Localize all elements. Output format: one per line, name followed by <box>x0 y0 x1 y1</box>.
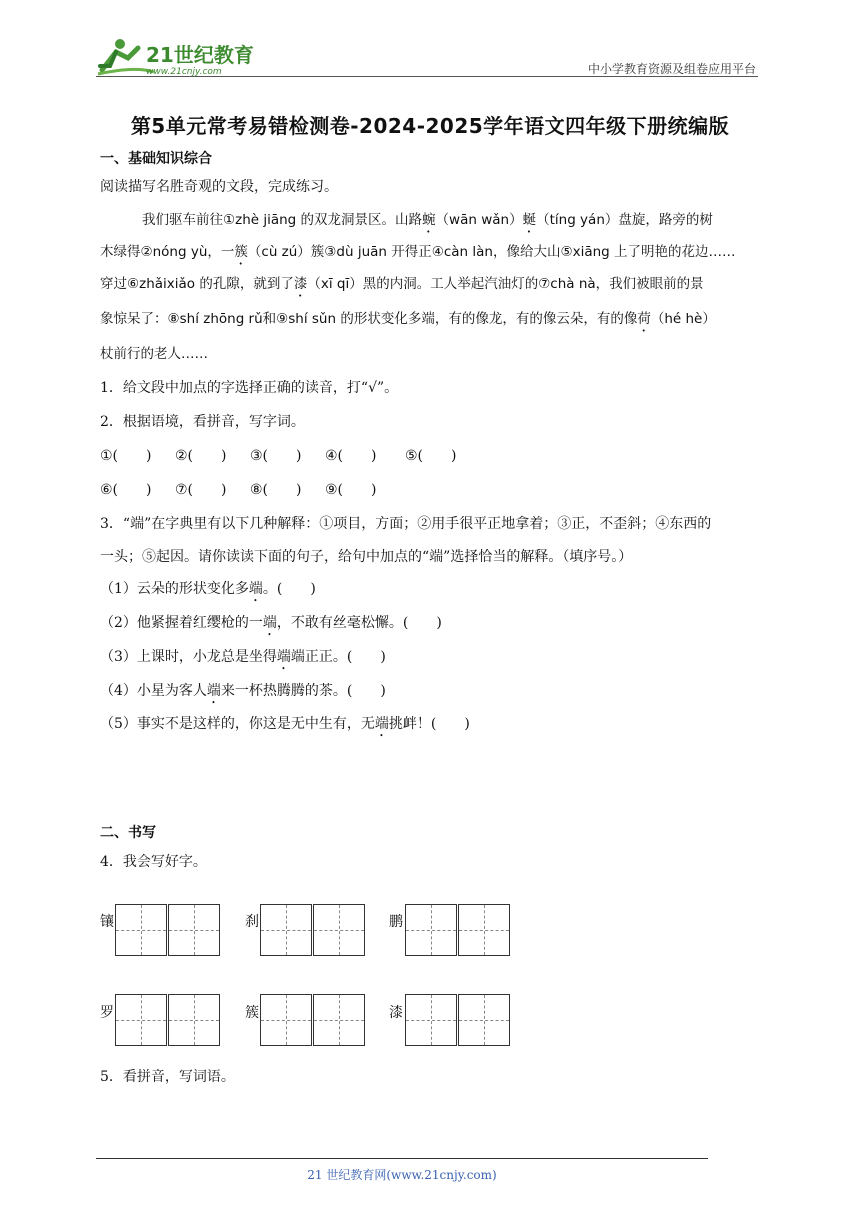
passage-line-5: 杖前行的老人…… <box>100 346 208 362</box>
footer-text: 21 世纪教育网(www.21cnjy.com) <box>307 1168 497 1182</box>
dotted-char: 簇 <box>234 244 248 260</box>
section1-heading: 一、基础知识综合 <box>100 151 212 167</box>
writing-box[interactable] <box>405 904 457 956</box>
sentence-text: （2）他紧握着红缨枪的一 <box>100 615 263 631</box>
grid-char: 刹 <box>245 914 259 930</box>
dotted-char: 荷 <box>637 311 651 327</box>
site-logo <box>94 36 264 78</box>
writing-box[interactable] <box>168 994 220 1046</box>
sentence-text: 。( ) <box>262 581 316 597</box>
blank[interactable]: ⑤( ) <box>405 448 457 464</box>
writing-box[interactable] <box>313 904 365 956</box>
dotted-char: 端 <box>206 683 221 699</box>
writing-box[interactable] <box>115 994 167 1046</box>
passage-text: 我们驱车前往①zhè jiāng 的双龙洞景区。山路 <box>142 212 423 228</box>
grid-char: 罗 <box>100 1005 114 1021</box>
sentence-text: （5）事实不是这样的，你这是无中生有，无 <box>100 716 375 732</box>
writing-box[interactable] <box>260 904 312 956</box>
writing-box[interactable] <box>168 904 220 956</box>
footer-divider <box>96 1158 708 1159</box>
writing-box[interactable] <box>115 904 167 956</box>
sentence-5 <box>100 713 470 740</box>
blank[interactable]: ②( ) <box>175 448 227 464</box>
blank-row-1 <box>100 445 480 465</box>
logo-url: www.21cnjy.com <box>146 67 222 77</box>
passage-text: 穿过⑥zhǎixiǎo 的孔隙，就到了 <box>100 276 294 292</box>
sentence-text: 挑衅！( ) <box>388 716 470 732</box>
passage-line-3 <box>100 272 765 300</box>
sentence-text: （1）云朵的形状变化多 <box>100 581 249 597</box>
question-4: 4．我会写好字。 <box>100 854 207 870</box>
grid-char: 镶 <box>100 914 114 930</box>
passage-text: 木绿得②nóng yù，一 <box>100 244 235 260</box>
dotted-char: 端 <box>374 716 389 732</box>
passage-text: （wān wǎn） <box>435 212 523 228</box>
sentence-2 <box>100 612 442 639</box>
writing-box[interactable] <box>458 904 510 956</box>
writing-box[interactable] <box>458 994 510 1046</box>
sentence-text: ，不敢有丝毫松懈。( ) <box>276 615 442 631</box>
passage-text: （tíng yán）盘旋，路旁的树 <box>536 212 713 228</box>
writing-box[interactable] <box>405 994 457 1046</box>
blank[interactable]: ④( ) <box>325 448 377 464</box>
dotted-char: 漆 <box>293 276 308 292</box>
section1-intro: 阅读描写名胜奇观的文段，完成练习。 <box>100 179 338 195</box>
blank[interactable]: ③( ) <box>250 448 302 464</box>
blank-row-2 <box>100 479 405 499</box>
grid-char: 鹏 <box>389 914 403 930</box>
grid-char: 簇 <box>245 1005 259 1021</box>
writing-box[interactable] <box>313 994 365 1046</box>
section2-heading: 二、书写 <box>100 825 156 841</box>
writing-box[interactable] <box>260 994 312 1046</box>
passage-text: （cù zú）簇③dù juān 开得正④càn làn，像给大山⑤xiāng 上了明艳的花边…… <box>247 244 736 260</box>
question-5: 5．看拼音，写词语。 <box>100 1069 235 1085</box>
sentence-text: 端正正。( ) <box>290 649 386 665</box>
dotted-char: 端 <box>276 649 291 665</box>
blank[interactable]: ⑨( ) <box>325 482 377 498</box>
sentence-4 <box>100 680 386 707</box>
passage-line-2 <box>100 240 765 268</box>
question-1: 1．给文段中加点的字选择正确的读音，打“√”。 <box>100 380 399 396</box>
question-2: 2．根据语境，看拼音，写字词。 <box>100 414 305 430</box>
logo-text: 21世纪教育 <box>146 43 254 67</box>
blank[interactable]: ⑥( ) <box>100 482 152 498</box>
blank[interactable]: ⑧( ) <box>250 482 302 498</box>
sentence-text: 来一杯热腾腾的茶。( ) <box>220 683 386 699</box>
blank[interactable]: ⑦( ) <box>175 482 227 498</box>
header-divider <box>96 76 758 77</box>
passage-line-4 <box>100 307 765 335</box>
blank[interactable]: ①( ) <box>100 448 152 464</box>
sentence-1 <box>100 578 316 605</box>
sentence-text: （4）小星为客人 <box>100 683 207 699</box>
question-3-line-1: 3．“端”在字典里有以下几种解释：①项目，方面；②用手很平正地拿着；③正，不歪斜；④东西的 <box>100 516 712 532</box>
dotted-char: 端 <box>248 581 263 597</box>
grid-char: 漆 <box>389 1005 403 1021</box>
passage-line-1 <box>100 208 807 236</box>
dotted-char: 端 <box>262 615 277 631</box>
runner-icon <box>94 36 264 78</box>
dotted-char: 蜒 <box>522 212 537 228</box>
page-title: 第5单元常考易错检测卷-2024-2025学年语文四年级下册统编版 <box>130 114 730 138</box>
passage-text: （xī qī）黑的内洞。工人举起汽油灯的⑦chà nà，我们被眼前的景 <box>307 276 704 292</box>
dotted-char: 蜿 <box>422 212 436 228</box>
sentence-text: （3）上课时，小龙总是坐得 <box>100 649 277 665</box>
passage-text: 象惊呆了：⑧shí zhōng rǔ和⑨shí sǔn 的形状变化多端，有的像龙，有的像云朵，有的像 <box>100 311 638 327</box>
question-3-line-2: 一头；⑤起因。请你读读下面的句子，给句中加点的“端”选择恰当的解释。（填序号。） <box>100 549 633 565</box>
passage-text: （hé hè） <box>650 311 716 327</box>
sentence-3 <box>100 646 386 673</box>
platform-label: 中小学教育资源及组卷应用平台 <box>587 62 756 76</box>
